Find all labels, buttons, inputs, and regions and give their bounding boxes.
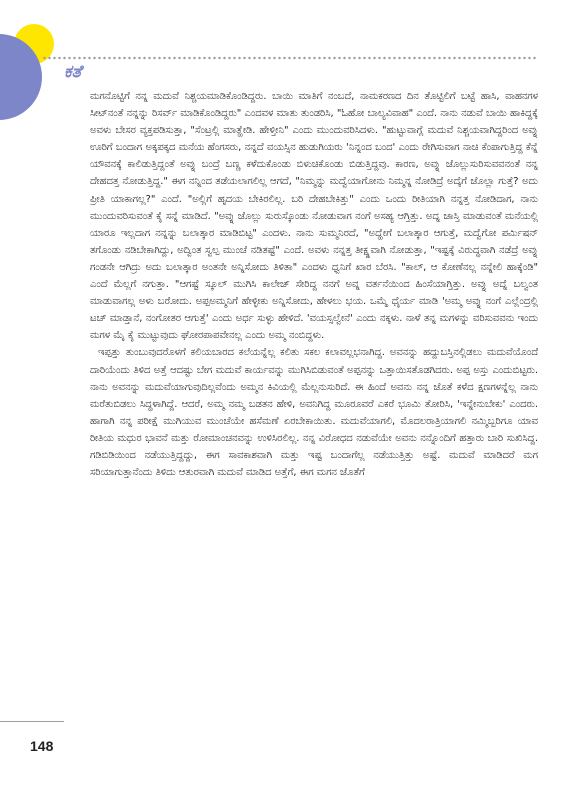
paragraph-1: ಮಗನೊಟ್ಟಿಗೆ ನನ್ನ ಮದುವೆ ನಿಶ್ಚಯಮಾಡಿಕೊಂಡಿದ್ದರು. ಬಾಯಿ ಮಾತಿಗೆ ನಂಬದೆ, ನಾಮಕರಣದ ದಿನ ತೊಟ್ಟಿಲಿಗೆ ಬಟ್ಟೆ ಹಾಸಿ, ವಾಹನಗಳ ಸೀಟ್‌ನಂತೆ ನನ್ನನ್ನು ರಿಸರ್ವ್ ಮಾಡಿಕೊಂಡಿದ್ದರು" ಎಂದವಳ ಮಾತು ತುಂಡರಿಸಿ, "ಓಹೋ ಬಾಲ್ಯವಿವಾಹ" ಎಂದೆ. ನಾನು ನಡುವೆ ಬಾಯಿ ಹಾಕಿದ್ದಕ್ಕೆ ಅವಳು ಬೇಸರ ವ್ಯಕ್ತಪಡಿಸುತ್ತಾ, "ಸೆಂಟ್ರಲ್ಲಿ ಮಾತ್ಹೇಡಿ. ಹೇಳ್ತೀನಿ" ಎಂದು ಮುಂದುವರಿಸಿದಳು. "ಹುಟ್ಟುವಾಗ್ಲೆ ಮದುವೆ ನಿಶ್ಚಯವಾಗಿದ್ದರಿಂದ ಅವ್ನು ಊರಿಗೆ ಬಂದಾಗ ಅಕ್ಕಪಕ್ಕದ ಮನೆಯ ಹೆಂಗಸರು, ನನ್ನದೆ ವಯಸ್ಸಿನ ಹುಡುಗಿಯರು 'ನಿನ್ನಂದ ಬಂದ' ಎಂದು ರೇಗಿಸುವಾಗ ನಾಚಿ ಕೆಂಪಾಗುತ್ತಿದ್ದ ಕೆನ್ನೆ ಯೌವನಕ್ಕೆ ಕಾಲಿಡುತ್ತಿದ್ದಂತೆ ಅವ್ನು ಬಂದ್ರೆ ಬಣ್ಣ ಕಳೆದುಕೊಂಡು ಬಿಳುಚಿಕೊಂಡು ಬಿಡುತ್ತಿದ್ದವು. ಕಾರಣ, ಅವ್ನು ಜೊಲ್ಲುಸುರಿಸುವವನಂತೆ ನನ್ನ ದೇಹದತ್ತ ನೋಡುತ್ತಿದ್ದ." ಈಗ ನನ್ನಿಂದ ತಡೆಯಲಾಗಲಿಲ್ಲ ಆಗದೆ, "ನಿಮ್ಮನ್ನು ಮದ್ವೆಯಾಗೋನು ನಿಮ್ಮನ್ನ ನೋಡಿದ್ರೆ ಅದ್ಕೆಗೆ ಜೊಲ್ಲಾ ಗುತ್ತೆ? ಅದು ಪ್ರೀತಿ ಯಾಕಾಗಲ್ಲ?" ಎಂದೆ. "ಅಲ್ಲಿಗೆ ಹೃದಯ ಬೇಕಿರಲಿಲ್ಲ. ಬರಿ ದೇಹಬೇಕಿತ್ತು" ಎಂದು ಒಂದು ರೀತಿಯಾಗಿ ನನ್ನತ್ತ ನೋಡಿದಾಗ, ನಾನು ಮುಂದುವರಿಸುವಂತೆ ಕೈ ಸನ್ನೆ ಮಾಡಿದೆ. "ಅವ್ನು ಜೊಲ್ಲು ಸುರುಸ್ಕೊಂಡು ನೋಡುವಾಗ ನಂಗೆ ಅಸಹ್ಯ ಆಗ್ತಿತ್ತು. ಅದ್ನ ಜಾಸ್ತಿ ಮಾಡುವಂತೆ ಮನೆಯಲ್ಲಿ ಯಾರೂ ಇಲ್ಲದಾಗ ನನ್ನನ್ನು ಬಲಾತ್ಕಾರ ಮಾಡಿಬಿಟ್ಟ" ಎಂದಳು. ನಾನು ಸುಮ್ಮನಿರದೆ, "ಅದ್ಹೇಗೆ ಬಲಾತ್ಕಾರ ಆಗುತ್ತೆ, ಮದ್ವೆಗೋ ಪರ್ಮಿಷನ್ ತಗೊಂಡು ನಡಿಬೇಕಾಗಿದ್ದು, ಅದ್ವಿಂತ ಸ್ವಲ್ಪ ಮುಂಚೆ ನಡಿತಷ್ಟೆ" ಎಂದೆ. ಅವಳು ನನ್ನತ್ತ ತೀಕ್ಷ್ಣವಾಗಿ ನೋಡುತ್ತಾ, "ಇಷ್ಟಕ್ಕೆ ವಿರುದ್ಧವಾಗಿ ನಡೆದ್ರೆ ಅವ್ನು ಗಂಡನೇ ಆಗಿದ್ರು ಅದು ಬಲಾತ್ಕಾರ ಅಂತನೇ ಅನ್ನಿಸೋದು ತಿಳಿತಾ" ಎಂದಳು ಧ್ವನಿಗೆ ಖಾರ ಬೆರಸಿ. "ಕಾಲ್, ಆ ಕೋಣೆನಲ್ಲ ನನ್ನೇಲಿ ಹಾಕ್ಕೆಂಡಿ" ಎಂದೆ ಮೆಲ್ಲಗೆ ನಗುತ್ತಾ. "ಆಗಷ್ಟೆ ಸ್ಕೂಲ್ ಮುಗಿಸಿ ಕಾಲೇಜ್ ಸೇರಿದ್ದ ನನಗೆ ಅವ್ನ ವರ್ತನೆಯಿಂದ ಹಿಂಸೆಯಾಗ್ತಿತ್ತು. ಅವ್ನು ಅದ್ನೆ ಬಲ್ವಂತ ಮಾಡುವಾಗಲ್ಲ ಅಳು ಬರೋದು. ಅಪ್ಪಅಮ್ಮನಿಗೆ ಹೇಳ್ಳೀಕು ಅನ್ನಿಸೋದು, ಹೇಳಲು ಭಯ. ಒಮ್ಮೆ ಧೈರ್ಯ ಮಾಡಿ 'ಅಮ್ಮ ಅವ್ನು ನಂಗೆ ಎಲ್ಲೆಂದ್ರಲ್ಲಿ ಟಚ್ ಮಾಡ್ತಾನೆ, ನಂಗೋತರ ಆಗುತ್ತೆ' ಎಂದು ಅರ್ಧ ಸುಳ್ಳು ಹೇಳಿದೆ. 'ವಯಸ್ಸಲ್ವೇನೆ' ಎಂದು ನಕ್ಕಳು. ನಾಳೆ ತನ್ನ ಮಗಳನ್ನು ವರಿಸುವವನು ಇಂದು ಮಗಳ ಮೈ ಕೈ ಮುಟ್ಟುವುದು ಘೋರಪಾಪವೇನಲ್ಲ ಎಂದು ಅಮ್ಮ ನಂಬಿದ್ದಳು. (90, 91, 538, 342)
story-body (90, 88, 538, 710)
footer-rule (0, 721, 64, 722)
section-label: ಕತೆ (64, 62, 82, 82)
page-number: 148 (30, 738, 54, 754)
dotted-header-rule (42, 56, 537, 60)
paragraph-2: ಇಪ್ಪತ್ತು ತುಂಬುವುದರೊಳಗೆ ಕಲಿಯಬಾರದ ಕಲೆಯನ್ನೆಲ್ಲ ಕಲಿತು ಸಕಲ ಕಲಾವಲ್ಲಭನಾಗಿದ್ದ. ಅವನನ್ನು ಹದ್ದುಬಸ್ತಿನಲ್ಲಿಡಲು ಮದುವೆಯೊಂದೆ ದಾರಿಯೆಂದು ತಿಳಿದ ಅತ್ತೆ ಆದಷ್ಟು ಬೇಗ ಮದುವೆ ಕಾರ್ಯವನ್ನು ಮುಗಿಸಿಬಿಡುವಂತೆ ಅಪ್ಪನನ್ನು ಒತ್ತಾಯಿಸತೊಡಗಿದರು. ಅಪ್ಪ ಅಸ್ತು ಎಂದುಬಿಟ್ಟರು. ನಾನು ಅವನನ್ನು ಮದುವೆಯಾಗುವುದಿಲ್ಲವೆಂದು ಅಮ್ಮನ ಕಿವಿಯಲ್ಲಿ ಮೆಲ್ಲನುಸುರಿದೆ. ಈ ಹಿಂದೆ ಅವನು ನನ್ನ ಜೊತೆ ಕಳೆದ ಕ್ಷಣಗಳನ್ನೆಲ್ಲ ನಾನು ಮರೆತುಬಿಡಲು ಸಿದ್ಧಳಾಗಿದ್ದೆ. ಆದರೆ, ಅಮ್ಮ ನಮ್ಮ ಬಡತನ ಹೇಳಿ, ಅವನಿಗಿದ್ದ ಮೂರೂವರೆ ಎಕರೆ ಭೂಮಿ ತೋರಿಸಿ, 'ಇನ್ನೇನುಬೇಕು' ಎಂದರು. ಹಾಗಾಗಿ ನನ್ನ ಪರೀಕ್ಷೆ ಮುಗಿಯುವ ಮುಂಚೆಯೇ ಹಸೆಮಣೆ ಏರಬೇಕಾಯಿತು. ಮದುವೆಯಾಗಲಿ, ಮೊದಲರಾತ್ರಿಯಾಗಲಿ ನಮ್ಮಿಬ್ಬರಿಗೂ ಯಾವ ರೀತಿಯ ಮಧುರ ಭಾವನೆ ಮತ್ತು ರೋಮಾಂಚನವನ್ನು ಉಳಿಸಿರಲಿಲ್ಲ. ನನ್ನ ವಿರೋಧದ ನಡುವೆಯೇ ಅವನು ನನ್ನೊಂದಿಗೆ ಹತ್ತಾರು ಬಾರಿ ಸುಖಿಸಿದ್ದ. ಗಡಿಬಿಡಿಯಿಂದ ನಡೆಯುತ್ತಿದ್ದದ್ದು, ಈಗ ಸಾವಕಾಶವಾಗಿ ಮತ್ತು ಇಷ್ಟ ಬಂದಾಗೆಲ್ಲ ನಡೆಯುತ್ತಿತ್ತು ಅಷ್ಟೆ. ಮದುವೆ ಮಾಡಿದರೆ ಮಗ ಸರಿಯಾಗುತ್ತಾನೆಂದು ತಿಳಿದು ಆತುರವಾಗಿ ಮದುವೆ ಮಾಡಿದ ಅತ್ತೆಗೆ, ಈಗ ಮಗನ ಜೊತೆಗೆ (90, 347, 538, 479)
